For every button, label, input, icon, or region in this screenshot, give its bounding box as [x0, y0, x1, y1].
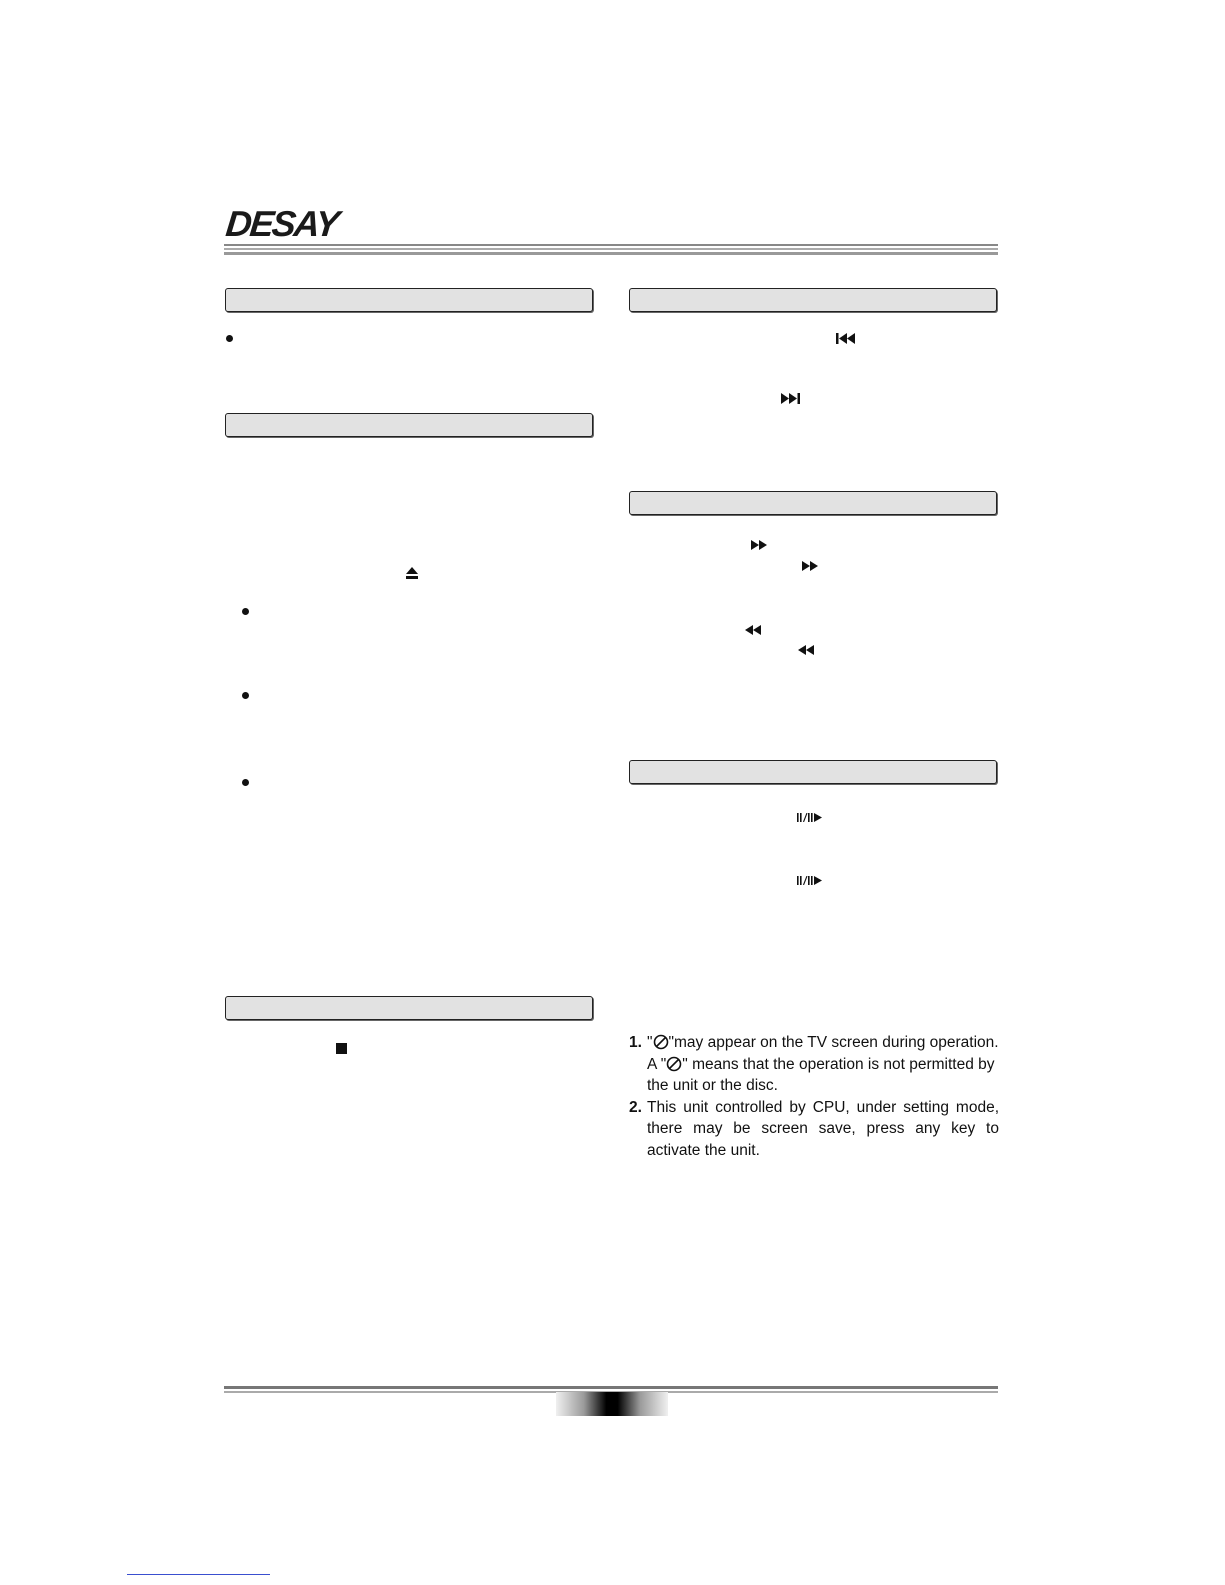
note-number: 1. [629, 1034, 642, 1051]
fast-forward-icon [802, 561, 819, 571]
fast-reverse-icon [745, 625, 762, 635]
fast-forward-icon [751, 540, 768, 550]
note-line: the unit or the disc. [647, 1077, 778, 1094]
note-number: 2. [629, 1098, 642, 1116]
prohibited-icon [653, 1034, 669, 1050]
note-line [647, 1032, 999, 1054]
page-number-tab [556, 1392, 668, 1416]
left-section-header-1 [225, 288, 593, 312]
left-section-header-2 [225, 413, 593, 437]
bottom-link-underline[interactable] [127, 1574, 270, 1575]
note-text: " means that the operation is not permitted by [682, 1055, 995, 1073]
bullet-icon [226, 335, 233, 342]
fast-reverse-icon [798, 645, 815, 655]
bullet-icon [242, 779, 249, 786]
left-section-header-3 [225, 996, 593, 1020]
note-item [629, 1032, 999, 1097]
stop-icon [336, 1043, 347, 1054]
right-section-header-2 [629, 491, 997, 515]
prohibited-icon [666, 1056, 682, 1072]
note-text: "may appear on the TV screen during operation. [668, 1034, 999, 1051]
bullet-icon [242, 692, 249, 699]
pause-step-icon [797, 813, 823, 822]
right-section-header-3 [629, 760, 997, 784]
next-track-icon [781, 393, 801, 404]
right-section-header-1 [629, 288, 997, 312]
desay-logo: DESAY [223, 203, 340, 244]
header-divider [224, 244, 998, 258]
pause-step-icon [797, 876, 823, 885]
note-text: " [647, 1034, 653, 1051]
bullet-icon [242, 608, 249, 615]
note-item [629, 1097, 999, 1162]
note-text: A " [647, 1055, 667, 1073]
notes-list [629, 1032, 999, 1161]
note-text: This unit controlled by CPU, under setting mode, there may be screen save, press any key to activate the unit. [647, 1098, 999, 1159]
eject-icon [406, 567, 418, 579]
note-line [647, 1054, 999, 1076]
prev-track-icon [836, 333, 856, 344]
